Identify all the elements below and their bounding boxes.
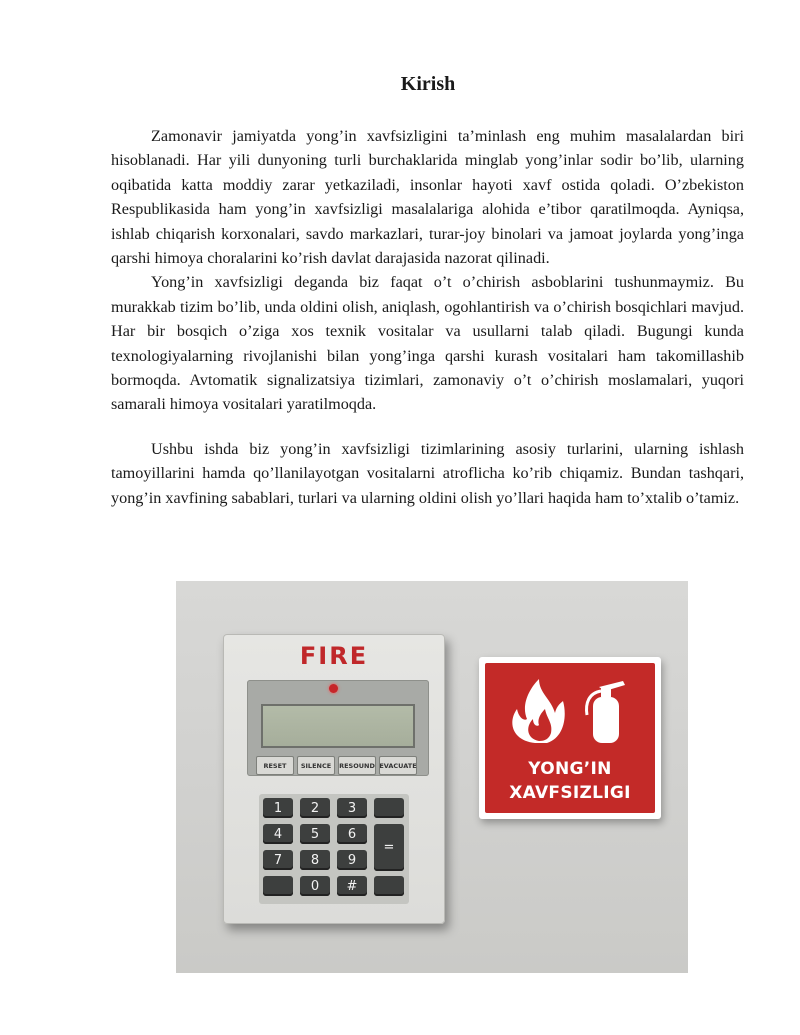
- paragraph-system: Yong’in xavfsizligi deganda biz faqat o’t o’chirish asboblarini tushunmaymiz. Bu murakkab tizim bo’lib, unda oldini olish, aniqlash, ogohlantirish va o’chirish bosqichlari mavjud. Har bir bosqich o’ziga xos texnik vositalar va usullarni talab qiladi. Bugungi kunda texnologiyalarning rivojlanishi bilan yong’inga qarshi kurash vositalari ham takomillashib bormoqda. Avtomatik signalizatsiya tizimlari, zamonaviy o’t o’chirish moslamalari, yuqori samarali himoya vositalari yaratilmoqda.: [111, 273, 744, 414]
- flame-icon: [512, 679, 564, 743]
- keypad: [259, 794, 409, 904]
- key-6: 6: [337, 824, 367, 844]
- page-title: Kirish: [400, 73, 456, 95]
- fire-safety-photo: [176, 581, 688, 973]
- silence-button: SILENCE: [297, 756, 335, 775]
- key-equals: =: [374, 824, 404, 871]
- key-5: 5: [300, 824, 330, 844]
- resound-button: RESOUND: [338, 756, 376, 775]
- key-7: 7: [263, 850, 293, 870]
- fire-extinguisher-icon: [587, 681, 625, 743]
- fire-safety-sign: [479, 657, 661, 819]
- panel-fire-label: FIRE: [299, 642, 369, 670]
- key-8: 8: [300, 850, 330, 870]
- fire-alarm-control-panel: [223, 634, 445, 924]
- key-1: 1: [263, 798, 293, 818]
- key-blank-top: [374, 798, 404, 818]
- key-4: 4: [263, 824, 293, 844]
- lcd-screen: [261, 704, 415, 748]
- key-blank-left: [263, 876, 293, 896]
- key-blank-right: [374, 876, 404, 896]
- key-hash: #: [337, 876, 367, 896]
- sign-line-1: YONG’IN: [528, 759, 612, 779]
- key-2: 2: [300, 798, 330, 818]
- paragraph-scope: Ushbu ishda biz yong’in xavfsizligi tizimlarining asosiy turlarini, ularning ishlash tamoyillarini hamda qo’llanilayotgan vositalarni atroflicha ko’rib chiqamiz. Bundan tashqari, yong’in xavfining sabablari, turlari va ularning oldini olish yo’llari haqida ham to’xtalib o’tamiz.: [111, 439, 744, 507]
- reset-button: RESET: [256, 756, 294, 775]
- key-9: 9: [337, 850, 367, 870]
- sign-line-2: XAVFSIZLIGI: [509, 783, 631, 803]
- key-3: 3: [337, 798, 367, 818]
- alarm-led-indicator: [329, 684, 338, 693]
- paragraph-intro: Zamonavir jamiyatda yong’in xavfsizligini ta’minlash eng muhim masalalardan biri hisoblanadi. Har yili dunyoning turli burchaklarida minglab yong’inlar sodir bo’lib, ularning oqibatida katta moddiy zarar yetkaziladi, insonlar hayoti xavf ostida qoladi. O’zbekiston Respublikasida ham yong’in xavfsizligi masalalariga alohida e’tibor qaratilmoqda. Ayniqsa, ishlab chiqarish korxonalari, savdo markazlari, turar-joy binolari va jamoat joylarda yong’inga qarshi himoya choralarini ko’rish davlat darajasida nazorat qilinadi.: [111, 127, 744, 268]
- key-0: 0: [300, 876, 330, 896]
- document-body: [111, 124, 744, 510]
- evacuate-button: EVACUATE: [379, 756, 417, 775]
- function-button-row: [256, 756, 417, 775]
- sign-icons: [505, 675, 635, 745]
- sign-red-panel: [485, 663, 655, 813]
